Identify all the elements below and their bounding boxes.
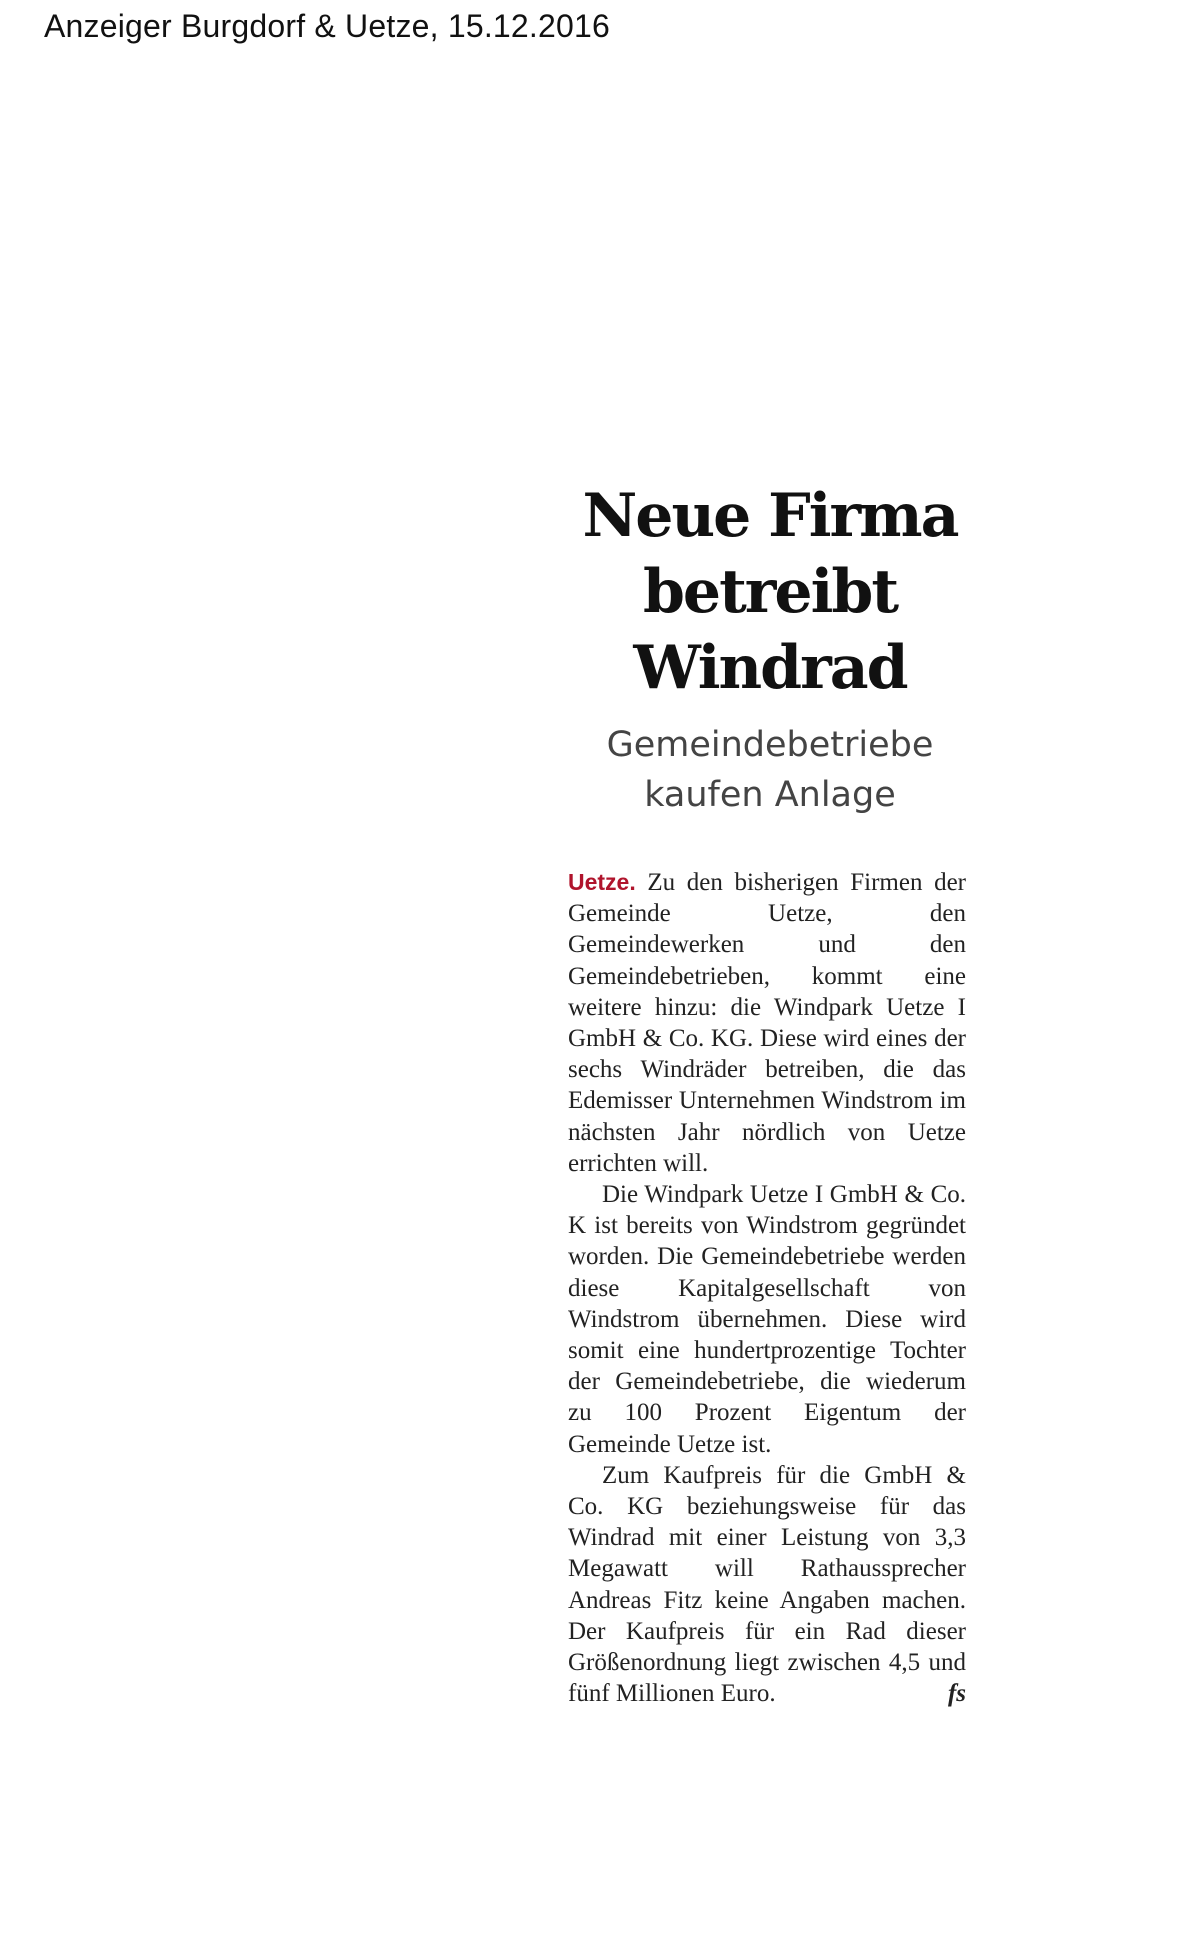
headline-line-1: Neue Firma bbox=[582, 481, 958, 551]
dateline: Uetze. bbox=[568, 869, 636, 895]
subheadline bbox=[560, 720, 980, 820]
headline bbox=[560, 478, 980, 706]
subheadline-line-1: Gemeindebetriebe bbox=[606, 725, 934, 765]
paragraph-3 bbox=[568, 1460, 966, 1710]
paragraph-1 bbox=[568, 867, 966, 1179]
paragraph-2: Die Windpark Uetze I GmbH & Co. K ist bereits von Windstrom gegründet worden. Die Gemeindebetriebe werden diese Kapitalgesellschaft von Windstrom übernehmen. Diese wird somit eine hundertprozentige Tochter der Gemeindebetriebe, die wiederum zu 100 Prozent Eigentum der Gemeinde Uetze ist. bbox=[568, 1181, 966, 1458]
headline-line-3: Windrad bbox=[633, 633, 907, 703]
article-header bbox=[560, 478, 980, 820]
source-line: Anzeiger Burgdorf & Uetze, 15.12.2016 bbox=[44, 8, 610, 44]
headline-line-2: betreibt bbox=[642, 557, 898, 627]
paragraph-3-text: Zum Kaufpreis für die GmbH & Co. KG beziehungsweise für das Windrad mit einer Leistung von 3,3 Megawatt will Rathaussprecher Andreas Fitz keine Angaben machen. Der Kaufpreis für ein Rad dieser Größenordnung liegt zwischen 4,5 und fünf Millionen Euro. bbox=[568, 1461, 966, 1708]
subheadline-line-2: kaufen Anlage bbox=[644, 775, 896, 815]
paragraph-1-text: Zu den bisherigen Firmen der Gemeinde Uetze, den Gemeindewerken und den Gemeindebetrieben, kommt eine weitere hinzu: die Windpark Uetze I GmbH & Co. KG. Diese wird eines der sechs Windräder betreiben, die das Edemisser Unternehmen Windstrom im nächsten Jahr nördlich von Uetze errichten will. bbox=[568, 869, 966, 1177]
article-body bbox=[568, 867, 966, 1709]
author-initials: fs bbox=[947, 1680, 966, 1708]
